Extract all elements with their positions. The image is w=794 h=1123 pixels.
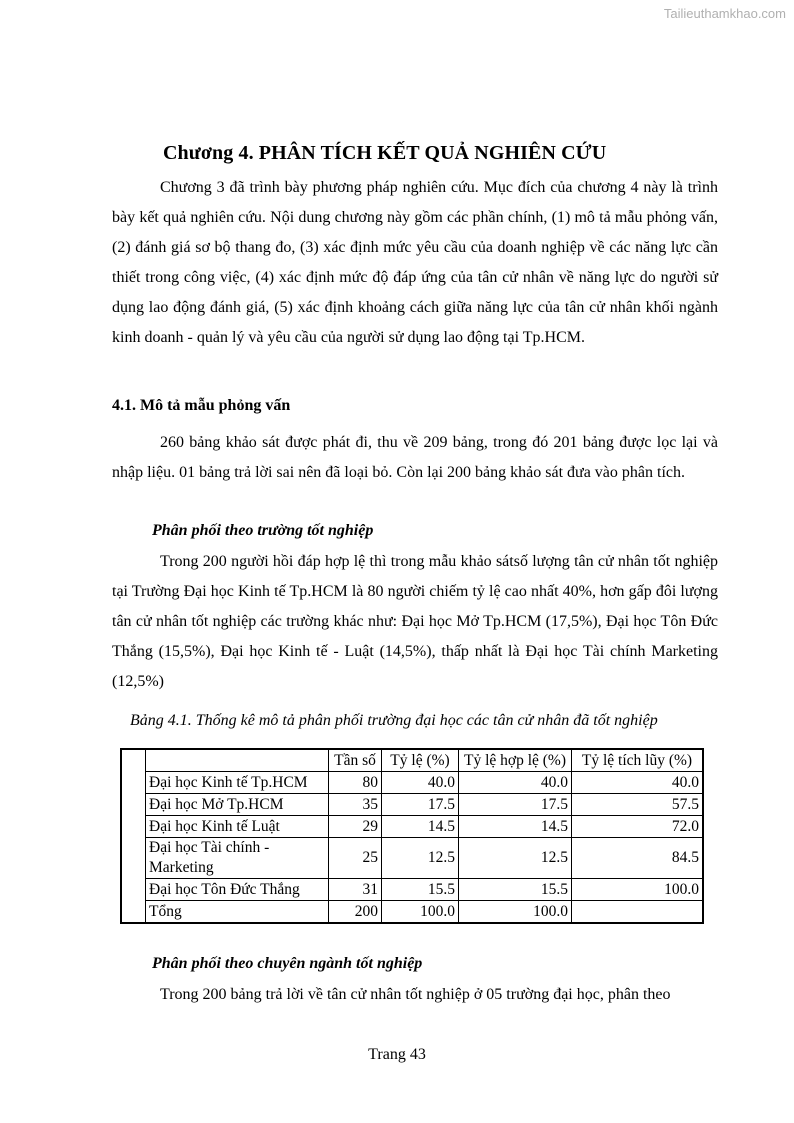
page-number: Trang 43	[368, 1046, 426, 1063]
cell-cumulative-percent: 84.5	[572, 838, 704, 879]
table-row	[121, 816, 703, 838]
table-caption: Bảng 4.1. Thống kê mô tả phân phối trường đại học các tân cử nhân đã tốt nghiệp	[130, 712, 658, 729]
cell-valid-percent: 14.5	[459, 816, 572, 838]
cell-frequency: 29	[329, 816, 382, 838]
header-frequency: Tần số	[329, 749, 382, 772]
row-label: Đại học Mở Tp.HCM	[146, 794, 329, 816]
row-label: Đại học Tôn Đức Thắng	[146, 879, 329, 901]
subheading-school: Phân phối theo trường tốt nghiệp	[152, 522, 374, 539]
row-label	[146, 838, 329, 879]
cell-frequency: 35	[329, 794, 382, 816]
cell-valid-percent: 17.5	[459, 794, 572, 816]
table-row	[121, 772, 703, 794]
cell-valid-percent: 40.0	[459, 772, 572, 794]
row-label-line2: Marketing	[149, 859, 214, 876]
cell-frequency: 25	[329, 838, 382, 879]
cell-percent: 17.5	[382, 794, 459, 816]
table-row	[121, 794, 703, 816]
cell-cumulative-percent: 40.0	[572, 772, 704, 794]
row-label-line1: Đại học Tài chính -	[149, 839, 270, 856]
row-label: Đại học Kinh tế Tp.HCM	[146, 772, 329, 794]
header-percent: Tỷ lệ (%)	[382, 749, 459, 772]
cell-valid-percent: 12.5	[459, 838, 572, 879]
cell-cumulative-percent: 57.5	[572, 794, 704, 816]
cell-percent: 15.5	[382, 879, 459, 901]
intro-paragraph: Chương 3 đã trình bày phương pháp nghiên cứu. Mục đích của chương 4 này là trình bày kết quả nghiên cứu. Nội dung chương này gồm các phần chính, (1) mô tả mẫu phỏng vấn, (2) đánh giá sơ bộ thang đo, (3) xác định mức yêu cầu của doanh nghiệp về các năng lực cần thiết trong công việc, (4) xác định mức độ đáp ứng của tân cử nhân về năng lực do người sử dụng lao động đánh giá, (5) xác định khoảng cách giữa năng lực của tân cử nhân khối ngành kinh doanh - quản lý và yêu cầu của người sử dụng lao động tại Tp.HCM.	[112, 179, 718, 346]
table-row	[121, 879, 703, 901]
row-label: Đại học Kinh tế Luật	[146, 816, 329, 838]
school-paragraph: Trong 200 người hồi đáp hợp lệ thì trong mẫu khảo sátsố lượng tân cử nhân tốt nghiệp tại Trường Đại học Kinh tế Tp.HCM là 80 người chiếm tỷ lệ cao nhất 40%, hơn gấp đôi lượng tân cử nhân tốt nghiệp các trường khác như: Đại học Mở Tp.HCM (17,5%), Đại học Tôn Đức Thắng (15,5%), Đại học Kinh tế - Luật (14,5%), thấp nhất là Đại học Tài chính Marketing (12,5%)	[112, 553, 718, 690]
header-valid-percent: Tỷ lệ hợp lệ (%)	[459, 749, 572, 772]
cell-valid-percent: 100.0	[459, 901, 572, 924]
cell-percent: 12.5	[382, 838, 459, 879]
table-total-row	[121, 901, 703, 924]
section-heading: 4.1. Mô tả mẫu phỏng vấn	[112, 397, 291, 414]
cell-frequency: 31	[329, 879, 382, 901]
chapter-title: Chương 4. PHÂN TÍCH KẾT QUẢ NGHIÊN CỨU	[163, 142, 607, 164]
cell-frequency: 80	[329, 772, 382, 794]
school-distribution-table	[120, 748, 704, 924]
cell-cumulative-percent: 72.0	[572, 816, 704, 838]
header-cumulative-percent: Tỷ lệ tích lũy (%)	[572, 749, 704, 772]
cell-percent: 100.0	[382, 901, 459, 924]
cell-cumulative-percent: 100.0	[572, 879, 704, 901]
watermark: Tailieuthamkhao.com	[663, 6, 786, 21]
cell-percent: 40.0	[382, 772, 459, 794]
table-row	[121, 838, 703, 879]
survey-paragraph: 260 bảng khảo sát được phát đi, thu về 209 bảng, trong đó 201 bảng được lọc lại và nhập liệu. 01 bảng trả lời sai nên đã loại bỏ. Còn lại 200 bảng khảo sát đưa vào phân tích.	[112, 434, 718, 481]
cell-valid-percent: 15.5	[459, 879, 572, 901]
subheading-major: Phân phối theo chuyên ngành tốt nghiệp	[152, 955, 423, 972]
row-label: Tổng	[146, 901, 329, 924]
table-header-row	[121, 749, 703, 772]
cell-percent: 14.5	[382, 816, 459, 838]
cell-cumulative-percent	[572, 901, 704, 924]
cell-frequency: 200	[329, 901, 382, 924]
major-paragraph: Trong 200 bảng trả lời về tân cử nhân tốt nghiệp ở 05 trường đại học, phân theo	[160, 986, 671, 1003]
